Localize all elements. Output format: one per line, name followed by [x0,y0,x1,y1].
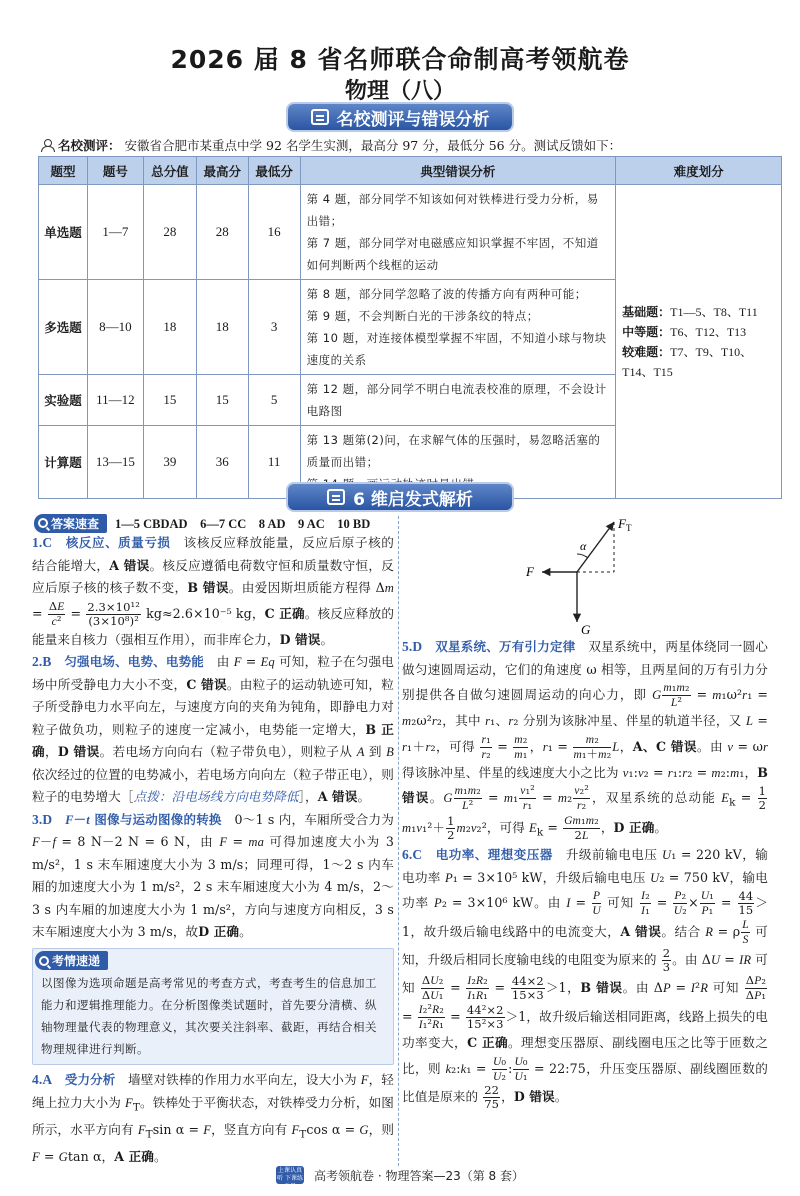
table-header: 题号 [87,157,143,185]
cell-min: 16 [248,185,300,280]
edit-note-icon [311,109,329,125]
solution-5: 5.D 双星系统、万有引力定律 双星系统中，两星体绕同一圆心做匀速圆周运动，它们的角速度 ω 相等，且两星间的万有引力分别提供各自做匀速圆周运动的向心力，即 G $\frac{\text{m₁m₂}}{\text{L²}}$ = m₁ω²r₁ = m₂ω²r₂，其中 r₁、r₂ 分别为该脉冲星、伴星的轨道半径，又 L = r₁＋r₂，可得 $\frac{\text{r₁}}{\text{r₂}}$ = $\frac{\text{m₂}}{\text{m₁}}$ ，r₁ = $\frac{\text{m₂}}{\text{m₁＋m₂}}$ L，A、C 错误。由 v = ωr 得该脉冲星、伴星的线速度大小之比为 v₁:v₂ = r₁:r₂ = m₂:m₁，B 错误。G $\frac{\text{m₁m₂}}{\text{L²}}$ = m₁ $\frac{\text{v₁²}}{\text{r₁}}$ = m₂ $\frac{\text{v₂²}}{\text{r₂}}$ ，双星系统的总动能 $E_k$ = $\frac{1}{2}$ m₁v₁²＋ $\frac{1}{2}$ m₂v₂²，可得 $E_k$ = $\frac{\text{Gm₁m₂}}{2L}$ ，D 正确。 [402,639,769,843]
answer-tag [34,514,107,533]
solution-6: 6.C 电功率、理想变压器 升级前输电电压 U₁ = 220 kV，输电功率 P₁ = 3×10⁵ kW，升级后输电电压 U₂ = 750 kV，输电功率 P₂ = 3×10⁶ kW。由 I = $\frac{P}{U}$ 可知 $\frac{\text{I₂}}{\text{I₁}}$ = $\frac{\text{P₂}}{\text{U₂}}$ × $\frac{\text{U₁}}{\text{P₁}}$ = $\frac{44}{15}$ ＞1，故升级后输电线路中的电流变大，A 错误。结合 R = ρ $\frac{L}{S}$ 可知，升级后相同长度输电线的电阻变为原来的 $\frac{2}{3}$ 。由 ΔU = IR 可知 $\frac{\text{ΔU₂}}{\text{ΔU₁}}$ = $\frac{\text{I₂R₂}}{\text{I₁R₁}}$ = $\frac{44\times 2}{15\times 3}$ ＞1，B 错误。由 ΔP = I²R 可知 $\frac{\text{ΔP₂}}{\text{ΔP₁}}$ = $\frac{\text{I₂²R₂}}{\text{I₁²R₁}}$ = $\frac{\text{44²×2}}{\text{15²×3}}$ ＞1，故升级后输送相同距离，线路上损失的电功率变大，C 正确。理想变压器原、副线圈电压之比等于匝数之比，则 k₂:k₁ = $\frac{\text{U₀}}{\text{U₂}}$ : $\frac{\text{U₀}}{\text{U₁}}$ = 22:75，升压变压器原、副线圈匝数的比值是原来的 $\frac{22}{75}$ ，D 错误。 [402,847,769,1111]
exam-info-text: 以图像为选项命题是高考常见的考查方式，考查考生的信息加工能力和逻辑推理能力。在分析图像类试题时，首先要分清横、纵轴物理量代表的物理意义，其次要关注斜率、截距，再结合相关物理规律进行判断。 [41,976,377,1056]
cell-max: 28 [196,185,248,280]
table-header: 题型 [39,157,88,185]
cell-total: 15 [143,375,196,426]
answer-text: 1—5 CBDAD 6—7 CC 8 AD 9 AC 10 BD [115,517,371,531]
cell-nums: 1—7 [87,185,143,280]
table-row [39,185,782,280]
analysis-icon [327,489,345,505]
force-diagram [502,514,702,636]
magnifier-icon [39,956,49,966]
left-column [32,514,394,1168]
cell-total: 39 [143,426,196,499]
difficulty-item [622,322,775,342]
table-header-row [39,157,782,185]
cell-min: 11 [248,426,300,499]
error-line: 第 7 题，部分同学对电磁感应知识掌握不牢固，不知道如何判断两个线框的运动 [306,236,599,272]
cell-max: 18 [196,280,248,375]
label-G: G [581,622,591,636]
label-alpha: α [580,539,587,553]
difficulty-label: 基础题： [622,304,671,319]
cell-min: 5 [248,375,300,426]
cell-total: 28 [143,185,196,280]
cell-max: 36 [196,426,248,499]
table-header: 最高分 [196,157,248,185]
evaluation-line [40,136,621,154]
difficulty-value: T7、T9、T10、T14、T15 [622,344,753,379]
section-banner-label: 名校测评与错误分析 [336,109,490,130]
cell-difficulty [616,185,782,499]
page-footer [0,1166,800,1190]
angle-arc [577,554,588,558]
answer-tag-label: 答案速查 [51,516,100,531]
cell-nums: 8—10 [87,280,143,375]
footer-text: 高考领航卷 · 物理答案—23（第 8 套） [314,1168,524,1183]
cell-type: 计算题 [39,426,88,499]
difficulty-value: T1—5、T8、T11 [670,304,758,319]
column-divider [398,516,399,1166]
solution-3: 3.D F－t 图像与运动图像的转换 0～1 s 内，车厢所受合力为 F－f = 8 N－2 N = 6 N，由 F = ma 可得加速度大小为 3 m/s²，1 s 末车厢速度大小为 3 m/s；同理可得，1～2 s 内车厢的加速度大小为 1 m/s²，2 s 末车厢速度大小为 4 m/s，2～3 s 内车厢的加速度大小为 1 m/s²，方向与速度方向相反，3 s 末车厢速度大小为 3 m/s，故D 正确。 [32,811,394,939]
people-icon [40,139,54,151]
exam-info-tag [35,951,108,970]
label-F: F [526,564,534,579]
statistics-table [38,156,782,499]
error-line: 第 10 题，对连接体模型掌握不牢固，不知道小球与物块速度的关系 [306,331,607,367]
cell-type: 实验题 [39,375,88,426]
difficulty-value: T6、T12、T13 [670,324,747,339]
exam-info-tag-label: 考情速递 [52,954,101,968]
solution-1: 1.C 核反应、质量亏损 该核反应释放能量，反应后原子核的结合能增大，A 错误。核反应遵循电荷数守恒和质量数守恒，反应后原子核的核子数不变，B 错误。由爱因斯坦质能方程得 Δm = $\frac{\Delta E}{\text{c²}}$ = $\frac{\text{2.3×10¹²}}{\text{(3×10⁸)²}}$ kg≈2.6×10⁻⁵ kg，C 正确。核反应释放的能量来自核力（强相互作用），而非库仑力，D 错误。 [32,535,395,647]
answer-bar [34,514,394,532]
table-header: 总分值 [143,157,196,185]
evaluation-text: 安徽省合肥市某重点中学 92 名学生实测，最高分 97 分，最低分 56 分。测试反馈如下： [124,138,622,153]
cell-total: 18 [143,280,196,375]
evaluation-label: 名校测评： [58,138,121,153]
difficulty-item [622,342,775,382]
cell-type: 多选题 [39,280,88,375]
error-line: 第 4 题，部分同学不知该如何对铁棒进行受力分析，易出错； [306,192,599,228]
cell-nums: 11—12 [87,375,143,426]
magnifier-icon [38,518,48,528]
exam-info-box [32,948,394,1066]
solution-4: 4.A 受力分析 墙壁对铁棒的作用力水平向左，设大小为 F，轻绳上拉力大小为 $F_T$。铁棒处于平衡状态，对铁棒受力分析，如图所示，水平方向有 $F_T\sin$ α = F，竖直方向有 $F_T\cos$ α = G，则 F = Gtan α，A 正确。 [32,1072,395,1164]
difficulty-label: 中等题： [622,324,671,339]
cell-type: 单选题 [39,185,88,280]
error-line: 第 8 题，部分同学忽略了波的传播方向有两种可能； [306,287,587,301]
section-banner-analysis [288,484,512,510]
label-FT: $F_T$ [618,516,632,533]
solution-2: 2.B 匀强电场、电势、电势能 由 F = Eq 可知，粒子在匀强电场中所受静电力大小不变，C 错误。由粒子的运动轨迹可知，粒子所受静电力水平向左，与速度方向的夹角为钝角，即静电力对粒子做负功，则粒子的速度一定减小，电势能一定增大，B 正确，D 错误。若电场方向向右（粒子带负电），则粒子从 A 到 B 依次经过的位置的电势减小，若电场方向向左（粒子带正电），则粒子的电势增大［点拨：沿电场线方向电势降低］，A 错误。 [32,654,394,804]
error-line: 第 9 题，不会判断白光的干涉条纹的特点； [306,309,539,323]
section-banner-label: 6 维启发式解析 [353,489,473,510]
cell-min: 3 [248,280,300,375]
table-header: 典型错误分析 [300,157,616,185]
force-diagram-svg [502,514,702,636]
table-header: 最低分 [248,157,300,185]
cell-errors [300,280,616,375]
publisher-logo: 上课认真听 下课练天星 [277,1167,303,1190]
error-line: 第 12 题，部分同学不明白电流表校准的原理，不会设计电路图 [306,382,607,418]
page-title: 2026 届 8 省名师联合命制高考领航卷 [170,45,630,74]
difficulty-item [622,302,775,322]
section-banner-evaluation [288,104,512,130]
cell-nums: 13—15 [87,426,143,499]
right-column [402,514,768,1111]
difficulty-label: 较难题： [622,344,671,359]
error-line: 第 13 题第(2)问，在求解气体的压强时，易忽略活塞的质量而出错； [306,433,601,469]
page-subtitle: 物理（八） [344,79,455,104]
cell-errors [300,375,616,426]
cell-max: 15 [196,375,248,426]
cell-errors [300,185,616,280]
table-header: 难度划分 [616,157,782,185]
